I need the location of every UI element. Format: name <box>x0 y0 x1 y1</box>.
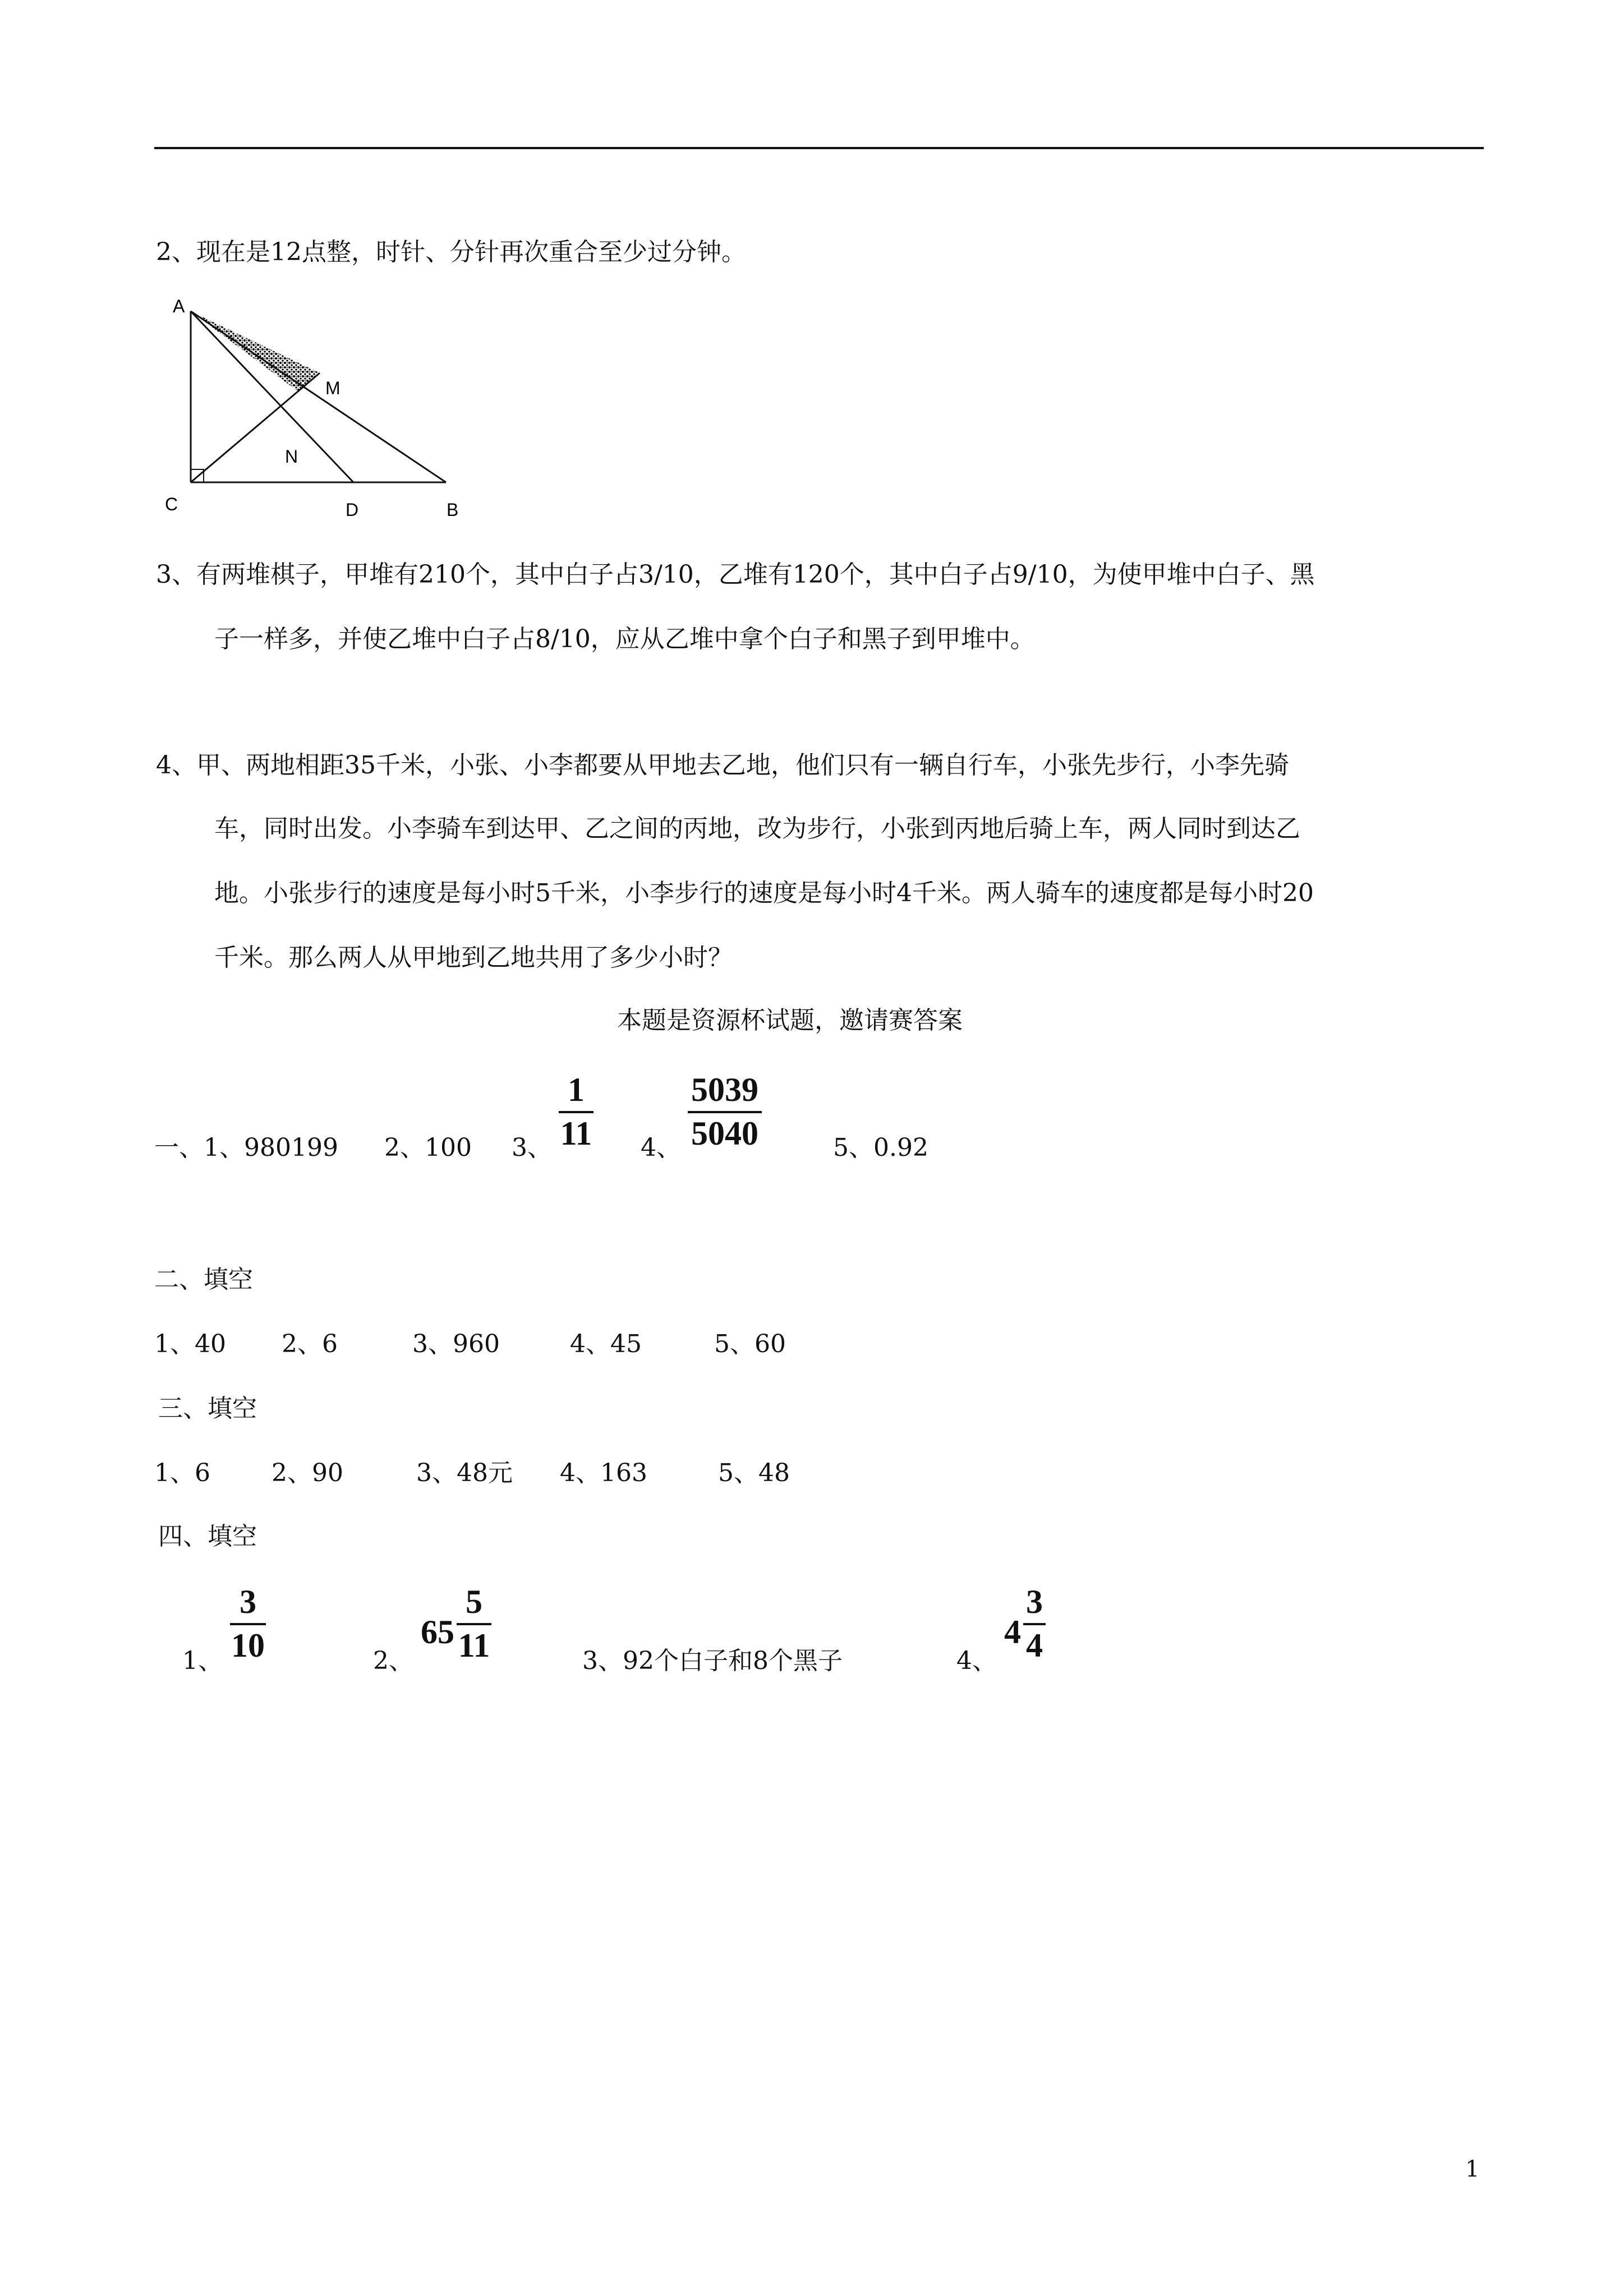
fraction-one-eleventh <box>559 1071 594 1152</box>
mixed-number-whole: 4 <box>1004 1613 1021 1650</box>
section2-answer-3: 3、960 <box>412 1330 500 1358</box>
fraction-bar <box>559 1111 594 1113</box>
section2-answer-1: 1、40 <box>154 1330 226 1358</box>
question-2: 2、现在是12点整，时针、分针再次重合至少过分钟。 <box>156 238 746 266</box>
section1-answer-3-prefix: 3、 <box>512 1133 552 1162</box>
section1-answer-2: 2、100 <box>384 1133 472 1162</box>
section3-heading: 三、填空 <box>158 1394 257 1423</box>
question-4-line-2: 车，同时出发。小李骑车到达甲、乙之间的丙地，改为步行，小张到丙地后骑上车，两人同时到达乙 <box>214 814 1300 843</box>
section4-answer-1-prefix: 1、 <box>182 1647 223 1675</box>
section3-answer-1: 1、6 <box>154 1459 210 1487</box>
section2-answer-5: 5、60 <box>714 1330 786 1358</box>
section4-answer-4-prefix: 4、 <box>956 1647 997 1675</box>
question-4-line-1: 4、甲、两地相距35千米，小张、小李都要从甲地去乙地，他们只有一辆自行车，小张先步行，小李先骑 <box>156 751 1289 780</box>
question-4-line-4: 千米。那么两人从甲地到乙地共用了多少小时？ <box>214 943 733 972</box>
question-3-line-1: 3、有两堆棋子，甲堆有210个，其中白子占3/10，乙堆有120个，其中白子占9/10，为使甲堆中白子、黑 <box>156 560 1315 589</box>
fraction-bar <box>1023 1623 1046 1625</box>
section4-answer-3: 3、92个白子和8个黑子 <box>582 1647 843 1675</box>
fraction-three-tenths <box>230 1583 266 1664</box>
fraction-bar <box>688 1111 762 1113</box>
section4-answer-2-prefix: 2、 <box>373 1647 413 1675</box>
numerator: 5 <box>466 1583 482 1620</box>
label-a: A <box>173 296 185 316</box>
denominator: 10 <box>231 1627 265 1664</box>
section2-answer-2: 2、6 <box>282 1330 338 1358</box>
fraction-bar <box>230 1623 266 1625</box>
section3-answer-4: 4、163 <box>560 1459 647 1487</box>
triangle-figure <box>163 294 477 530</box>
label-c: C <box>165 494 178 514</box>
side-ab <box>191 311 446 482</box>
fraction-bar <box>457 1623 491 1625</box>
numerator: 3 <box>240 1583 256 1620</box>
fraction-five-elevenths <box>457 1583 491 1664</box>
section1-answer-5: 5、0.92 <box>833 1133 928 1162</box>
denominator: 5040 <box>691 1115 758 1152</box>
header-rule <box>154 147 1484 149</box>
section1-answer-1: 一、1、980199 <box>154 1133 338 1162</box>
section3-answer-5: 5、48 <box>718 1459 790 1487</box>
numerator: 5039 <box>691 1071 758 1108</box>
section4-heading: 四、填空 <box>158 1522 257 1551</box>
fraction-5039-5040 <box>688 1071 762 1152</box>
question-4-line-3: 地。小张步行的速度是每小时5千米，小李步行的速度是每小时4千米。两人骑车的速度都是每小时20 <box>214 879 1314 907</box>
section3-answer-3: 3、48元 <box>416 1459 513 1487</box>
denominator: 11 <box>458 1627 490 1664</box>
numerator: 3 <box>1026 1583 1043 1620</box>
answer-title: 本题是资源杯试题，邀请赛答案 <box>617 1006 963 1035</box>
fraction-three-quarters <box>1023 1583 1046 1664</box>
mixed-number-whole: 65 <box>421 1613 454 1650</box>
numerator: 1 <box>568 1071 585 1108</box>
label-n: N <box>285 446 298 467</box>
label-b: B <box>447 500 459 520</box>
denominator: 11 <box>560 1115 592 1152</box>
section2-answer-4: 4、45 <box>570 1330 642 1358</box>
section3-answer-2: 2、90 <box>272 1459 343 1487</box>
section1-answer-4-prefix: 4、 <box>641 1133 681 1162</box>
denominator: 4 <box>1026 1627 1043 1664</box>
question-3-line-2: 子一样多，并使乙堆中白子占8/10，应从乙堆中拿个白子和黑子到甲堆中。 <box>214 625 1035 653</box>
section2-heading: 二、填空 <box>154 1265 253 1294</box>
label-d: D <box>346 500 359 520</box>
page-number: 1 <box>1465 2156 1480 2182</box>
label-m: M <box>325 378 341 398</box>
